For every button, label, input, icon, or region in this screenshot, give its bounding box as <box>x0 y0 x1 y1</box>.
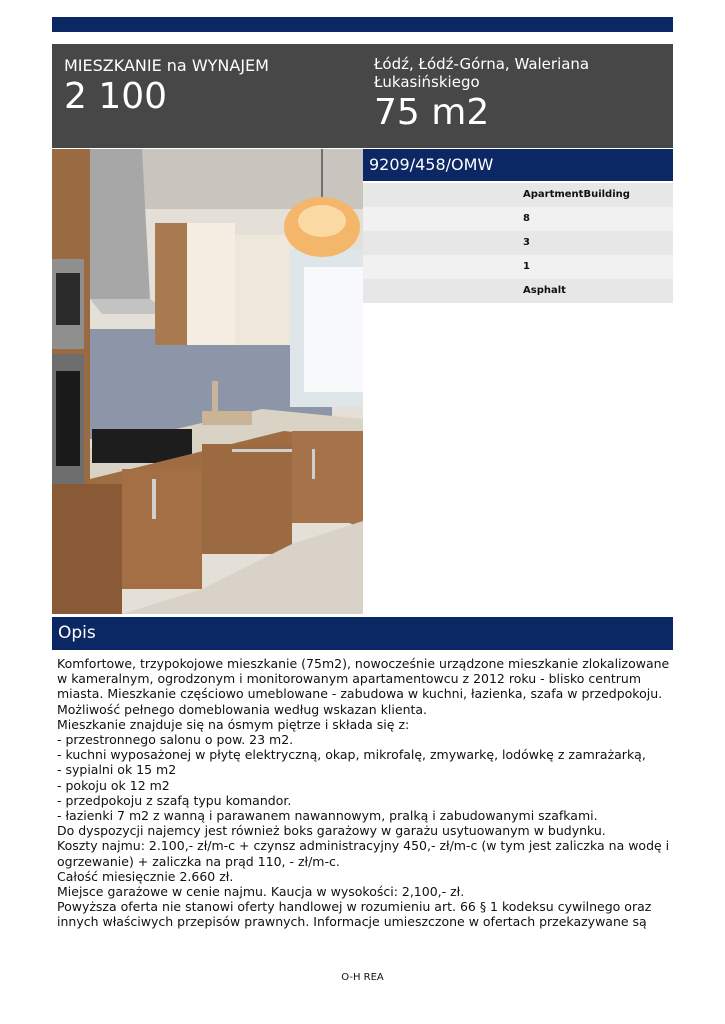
address: Łódź, Łódź-Górna, Waleriana Łukasińskiego <box>374 55 590 91</box>
description-line: ogrzewanie) + zaliczka na prąd 110, - zł/m-c. <box>57 853 340 869</box>
property-row <box>363 207 673 231</box>
description-heading: Opis <box>58 623 96 643</box>
property-row <box>363 183 673 207</box>
description-line: Koszty najmu: 2.100,- zł/m-c + czynsz administracyjny 450,- zł/m-c (w tym jest zaliczka na wodę i <box>57 838 669 854</box>
description-line: Możliwość pełnego domeblowania według wskazan klienta. <box>57 701 428 717</box>
description-line: - pokoju ok 12 m2 <box>57 777 170 793</box>
description-heading-bar <box>52 617 673 650</box>
description-line: - przestronnego salonu o pow. 23 m2. <box>57 732 294 748</box>
description-line: Całość miesięcznie 2.660 zł. <box>57 868 234 884</box>
description-line: miasta. Mieszkanie częściowo umeblowane - zabudowa w kuchni, łazienka, szafa w przedpokoju. <box>57 686 663 702</box>
description-line: - łazienki 7 m2 z wanną i parawanem nawannowym, pralką i zabudowanymi szafkami. <box>57 808 598 824</box>
description-line: Miejsce garażowe w cenie najmu. Kaucja w wysokości: 2,100,- zł. <box>57 884 465 900</box>
property-value: 3 <box>523 237 530 248</box>
description-line: Mieszkanie znajduje się na ósmym piętrze i składa się z: <box>57 716 410 732</box>
price: 2 100 <box>64 76 168 117</box>
property-value: 8 <box>523 213 530 224</box>
area: 75 m2 <box>374 92 490 133</box>
kitchen-photo <box>52 149 363 614</box>
property-row <box>363 231 673 255</box>
description-line: - kuchni wyposażonej w płytę elektryczną, okap, mikrofalę, zmywarkę, lodówkę z zamrażarką, <box>57 747 646 763</box>
property-row <box>363 279 673 303</box>
offer-type: MIESZKANIE na WYNAJEM <box>64 56 269 75</box>
header-right <box>374 55 666 133</box>
footer-agency: O-H REA <box>341 972 384 983</box>
description-text <box>57 656 669 932</box>
header-left <box>64 56 359 117</box>
description-line: innych właściwych przepisów prawnych. Informacje umieszczone w ofertach przekazywane są <box>57 914 647 930</box>
reference-number-bar <box>363 149 673 181</box>
description-line: Do dyspozycji najemcy jest również boks garażowy w garażu usytuowanym w budynku. <box>57 823 606 839</box>
top-decorative-stripe <box>52 17 673 32</box>
description-line: Komfortowe, trzypokojowe mieszkanie (75m2), nowocześnie urządzone mieszkanie zlokalizowane <box>57 656 669 671</box>
reference-number: 9209/458/OMW <box>369 155 494 174</box>
listing-header <box>52 44 673 148</box>
description-line: - sypialni ok 15 m2 <box>57 762 177 778</box>
property-value: ApartmentBuilding <box>523 189 630 200</box>
description-line: - przedpokoju z szafą typu komandor. <box>57 792 292 808</box>
property-value: 1 <box>523 261 530 272</box>
property-value: Asphalt <box>523 285 566 296</box>
description-line: Powyższa oferta nie stanowi oferty handlowej w rozumieniu art. 66 § 1 kodeksu cywilnego oraz <box>57 899 652 915</box>
property-row <box>363 255 673 279</box>
property-list <box>363 183 673 303</box>
description-line: w kameralnym, ogrodzonym i monitorowanym apartamentowcu z 2012 roku - blisko centrum <box>57 671 642 687</box>
